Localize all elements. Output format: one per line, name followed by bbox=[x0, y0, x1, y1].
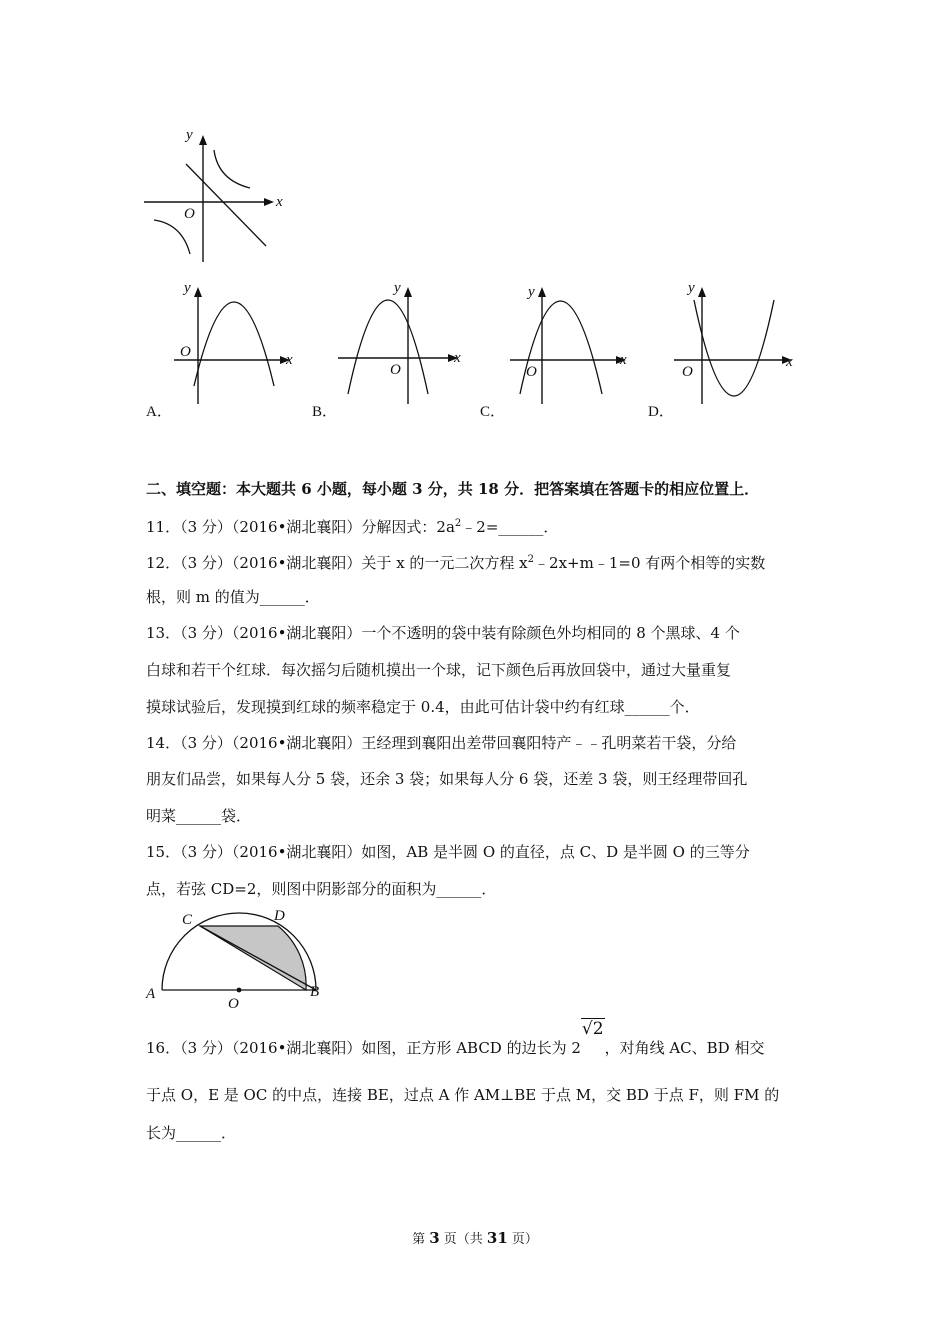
top-figure-y-label: y bbox=[186, 127, 193, 143]
section-heading: 二、填空题：本大题共 6 小题，每小题 3 分，共 18 分．把答案填在答题卡的相应位置上． bbox=[146, 480, 760, 498]
question-14-line2: 朋友们品尝，如果每人分 5 袋，还余 3 袋；如果每人分 6 袋，还差 3 袋，则王经理带回孔 bbox=[146, 770, 748, 788]
option-c-label: C． bbox=[480, 404, 506, 420]
top-hyperbola-figure bbox=[140, 122, 290, 264]
option-a-origin-label: O bbox=[180, 344, 191, 360]
option-d-label: D． bbox=[648, 404, 674, 420]
option-d-x-label: x bbox=[786, 354, 793, 370]
q12-suffix: ﹣2x+m﹣1=0 有两个相等的实数 bbox=[534, 554, 766, 572]
option-b-label: B． bbox=[312, 404, 338, 420]
option-b-x-label: x bbox=[454, 350, 461, 366]
option-d-graph bbox=[672, 274, 802, 408]
q15-label-d: D bbox=[274, 908, 285, 924]
page-footer bbox=[0, 1228, 950, 1247]
question-13-line2: 白球和若干个红球．每次摇匀后随机摸出一个球，记下颜色后再放回袋中，通过大量重复 bbox=[146, 661, 732, 679]
option-d-origin-label: O bbox=[682, 364, 693, 380]
question-14-line3: 明菜______袋． bbox=[146, 807, 252, 825]
question-11 bbox=[146, 514, 558, 537]
option-b-origin-label: O bbox=[390, 362, 401, 378]
question-15-line1: 15．（3 分）（2016•湖北襄阳）如图，AB 是半圆 O 的直径，点 C、D 是半圆 O 的三等分 bbox=[146, 843, 750, 861]
question-12-line1 bbox=[146, 550, 765, 573]
q12-sup: 2 bbox=[527, 554, 535, 565]
option-c-origin-label: O bbox=[526, 364, 537, 380]
footer-mid: 页（共 bbox=[439, 1232, 487, 1247]
footer-page-number: 3 bbox=[429, 1229, 440, 1247]
question-13-line3: 摸球试验后，发现摸到红球的频率稳定于 0.4，由此可估计袋中约有红球______个． bbox=[146, 698, 700, 716]
question-15-line2: 点，若弦 CD=2，则图中阴影部分的面积为______． bbox=[146, 880, 497, 898]
q16-radical: √2 bbox=[581, 1019, 604, 1039]
q15-label-a: A bbox=[146, 986, 156, 1002]
question-12-line2: 根，则 m 的值为______． bbox=[146, 588, 320, 606]
q16-suffix: ，对角线 AC、BD 相交 bbox=[604, 1039, 765, 1057]
top-figure-origin-label: O bbox=[184, 206, 195, 222]
top-figure-x-label: x bbox=[276, 194, 283, 210]
question-16-line2: 于点 O，E 是 OC 的中点，连接 BE，过点 A 作 AM⊥BE 于点 M，交 BD 于点 F，则 FM 的 bbox=[146, 1086, 780, 1104]
q11-sup: 2 bbox=[454, 518, 462, 529]
option-a-graph bbox=[172, 276, 302, 406]
option-b-graph bbox=[336, 276, 466, 406]
question-16-line1 bbox=[146, 1019, 765, 1058]
footer-total-pages: 31 bbox=[486, 1229, 508, 1247]
option-b-y-label: y bbox=[394, 280, 401, 296]
q15-semicircle-figure bbox=[140, 908, 330, 1012]
footer-prefix: 第 bbox=[412, 1232, 430, 1247]
q11-prefix: 11．（3 分）（2016•湖北襄阳）分解因式：2a bbox=[146, 518, 455, 536]
q16-prefix: 16．（3 分）（2016•湖北襄阳）如图，正方形 ABCD 的边长为 2 bbox=[146, 1039, 581, 1057]
q12-prefix: 12．（3 分）（2016•湖北襄阳）关于 x 的一元二次方程 x bbox=[146, 554, 528, 572]
option-d-y-label: y bbox=[688, 280, 695, 296]
option-c-x-label: x bbox=[620, 352, 627, 368]
q15-label-c: C bbox=[182, 912, 193, 928]
q15-label-b: B bbox=[310, 984, 320, 1000]
option-a-x-label: x bbox=[286, 352, 293, 368]
option-c-graph bbox=[508, 276, 638, 406]
q11-suffix: ﹣2=______． bbox=[461, 518, 559, 536]
option-a-label: A． bbox=[146, 404, 172, 420]
question-16-line3: 长为______． bbox=[146, 1124, 237, 1142]
question-14-line1: 14．（3 分）（2016•湖北襄阳）王经理到襄阳出差带回襄阳特产﹣﹣孔明菜若干袋，分给 bbox=[146, 734, 737, 752]
option-a-y-label: y bbox=[184, 280, 191, 296]
question-13-line1: 13．（3 分）（2016•湖北襄阳）一个不透明的袋中装有除颜色外均相同的 8 个黑球、4 个 bbox=[146, 624, 740, 642]
q15-label-o: O bbox=[228, 996, 239, 1012]
footer-suffix: 页） bbox=[507, 1232, 538, 1247]
option-c-y-label: y bbox=[528, 284, 535, 300]
